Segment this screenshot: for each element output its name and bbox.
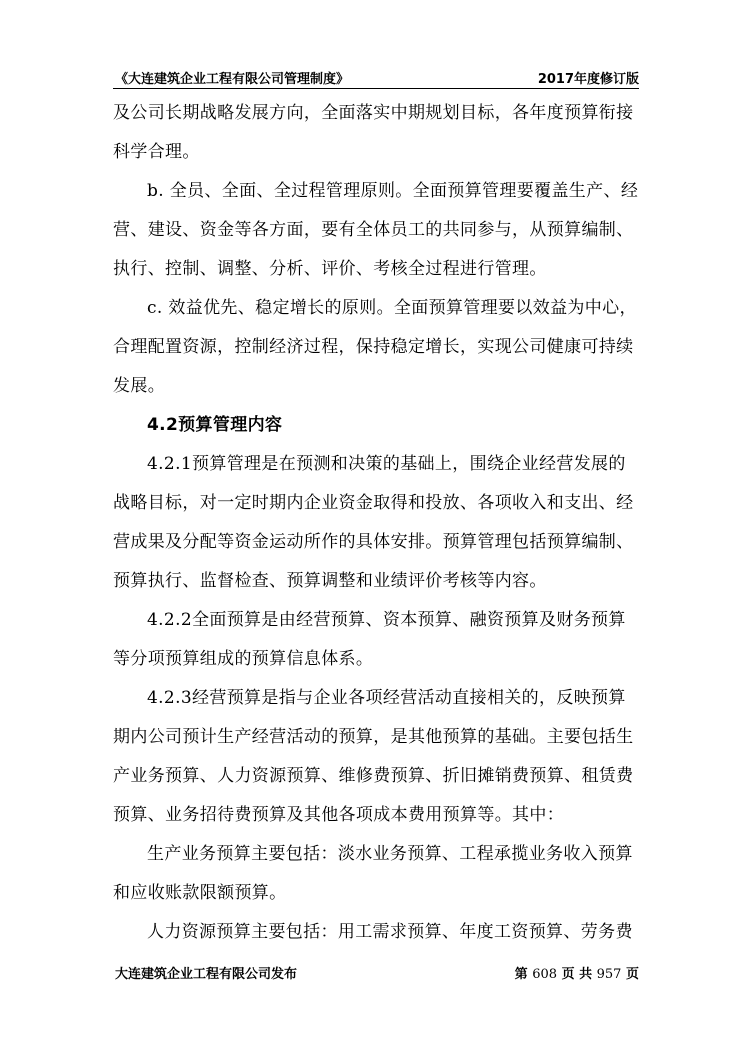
page-current: 608: [532, 967, 558, 982]
page-footer: [113, 963, 639, 983]
paragraph-4-2-3: 4.2.3经营预算是指与企业各项经营活动直接相关的，反映预算期内公司预计生产经营活动的预算，是其他预算的基础。主要包括生产业务预算、人力资源预算、维修费预算、折旧摊销费预算、租赁费预算、业务招待费预算及其他各项成本费用预算等。其中：: [113, 688, 634, 825]
paragraph-production-budget: 生产业务预算主要包括：淡水业务预算、工程承揽业务收入预算和应收账款限额预算。: [113, 844, 633, 903]
document-body: [113, 94, 641, 952]
paragraph-4-2-2: 4.2.2全面预算是由经营预算、资本预算、融资预算及财务预算等分项预算组成的预算信息体系。: [113, 610, 626, 669]
header-edition: 2017年度修订版: [537, 72, 639, 87]
page-prefix: 第: [514, 967, 528, 982]
header-doc-title: 《大连建筑企业工程有限公司管理制度》: [115, 72, 350, 87]
footer-page-info: [515, 963, 639, 982]
page-header: [113, 66, 639, 89]
paragraph-4-2-1: 4.2.1预算管理是在预测和决策的基础上，围绕企业经营发展的战略目标，对一定时期内企业资金取得和投放、各项收入和支出、经营成果及分配等资金运动所作的具体安排。预算管理包括预算编制、预算执行、监督检查、预算调整和业绩评价考核等内容。: [113, 454, 634, 591]
page-mid: 页 共: [561, 967, 593, 982]
paragraph-continuation: 及公司长期战略发展方向，全面落实中期规划目标，各年度预算衔接科学合理。: [113, 103, 634, 162]
page-suffix: 页: [625, 967, 639, 982]
paragraph-hr-budget: 人力资源预算主要包括：用工需求预算、年度工资预算、劳务费: [147, 922, 633, 942]
footer-publisher: 大连建筑企业工程有限公司发布: [115, 967, 298, 982]
section-heading-4-2: 4.2预算管理内容: [147, 415, 283, 435]
paragraph-principle-b: b. 全员、全面、全过程管理原则。全面预算管理要覆盖生产、经营、建设、资金等各方面，要有全体员工的共同参与，从预算编制、执行、控制、调整、分析、评价、考核全过程进行管理。: [113, 181, 639, 279]
page-total: 957: [596, 967, 622, 982]
paragraph-principle-c: c. 效益优先、稳定增长的原则。全面预算管理要以效益为中心，合理配置资源，控制经济过程，保持稳定增长，实现公司健康可持续发展。: [113, 298, 637, 396]
